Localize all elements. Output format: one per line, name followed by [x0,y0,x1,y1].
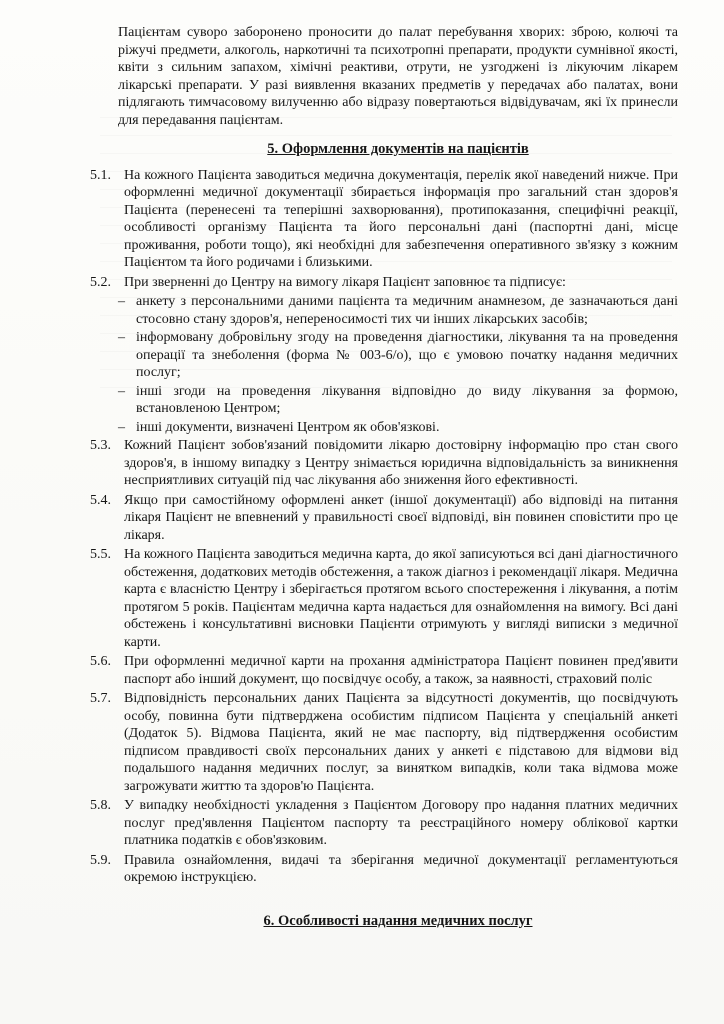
item-text: Якщо при самостійному оформлені анкет (іншої документації) або відповіді на питання лікаря Пацієнт не впевнений у правильності своєї відповіді, він повинен сповістити про це лікаря. [124,492,678,543]
section-5-title: 5. Оформлення документів на пацієнтів [267,141,529,157]
item-5-6 [90,653,678,688]
dash-bullet: – [118,294,125,309]
document-body [90,24,678,938]
item-number: 5.4. [90,492,111,508]
item-5-9 [90,852,678,887]
intro-paragraph: Пацієнтам суворо заборонено проносити до палат перебування хворих: зброю, колючі та ріжучі предмети, алкоголь, наркотичні та психотропні препарати, продукти сумнівної якості, квіти з сильним запахом, хімічні реактиви, отрути, не узгоджені із лікуючим лікарем лікарські препарати. У разі виявлення вказаних предметів у передачах або палатах, вони підлягають тимчасовому вилученню або відразу повертаються відвідувачам, які їх принесли для передавання пацієнтам. [118,25,678,128]
item-number: 5.1. [90,167,111,183]
item-5-3 [90,437,678,490]
item-5-2 [90,274,678,292]
list-item [114,329,678,382]
list-item-text: інші згоди на проведення лікування відповідно до виду лікування за формою, встановленою Центром; [136,383,678,416]
list-item [114,383,678,418]
list-item-text: анкету з персональними даними пацієнта та медичним анамнезом, де зазначаються дані стосовно стану здоров'я, непереносимості тих чи інших лікарських засобів; [136,294,678,327]
item-text: Правила ознайомлення, видачі та зберігання медичної документації регламентуються окремою інструкцією. [124,852,678,885]
dash-bullet: – [118,330,125,345]
item-5-1 [90,167,678,272]
list-item [114,293,678,328]
item-text: У випадку необхідності укладення з Пацієнтом Договору про надання платних медичних послуг пред'явлення Пацієнтом паспорту та реєстраційного номеру облікової картки платника податків є обов'язковим. [124,798,678,848]
item-number: 5.9. [90,852,111,868]
item-number: 5.3. [90,438,111,453]
item-number: 5.5. [90,547,111,562]
list-item-text: інформовану добровільну згоду на проведення діагностики, лікування та на проведення операції та знеболення (форма № 003-6/о), що є умовою початку надання медичних послуг; [136,330,678,380]
item-text: На кожного Пацієнта заводиться медична карта, до якої записуються всі дані діагностичного обстеження, додаткових методів обстеження, а також діагноз і рекомендації лікаря. Медична карта є власністю Центру і зберігається протягом всього спостереження і лікування, а потім протягом 5 років. Пацієнтам медична карта надається для ознайомлення на вимогу. Всі дані обстежень і консультативні висновки Пацієнти отримують у вигляді виписки з медичної карти. [124,547,678,650]
item-number: 5.2. [90,274,111,290]
item-text: Кожний Пацієнт зобов'язаний повідомити лікарю достовірну інформацію про стан свого здоров'я, в іншому випадку з Центру знімається юридична відповідальність за виникнення несприятливих ситуацій під час лікування або зниження його ефективності. [124,438,678,488]
item-5-8 [90,797,678,850]
dash-bullet: – [118,383,125,399]
item-text: При зверненні до Центру на вимогу лікаря Пацієнт заповнює та підписує: [124,274,566,290]
section-6-title: 6. Особливості надання медичних послуг [263,912,533,929]
item-number: 5.6. [90,654,111,669]
item-number: 5.7. [90,691,111,706]
dash-bullet: – [118,419,125,435]
list-item-text: інші документи, визначені Центром як обов'язкові. [136,419,440,435]
item-number: 5.8. [90,798,111,813]
item-text: На кожного Пацієнта заводиться медична документація, перелік якої наведений нижче. При оформленні медичної документації збирається інформація про загальний стан здоров'я Пацієнта (перенесені та теперішні захворювання), протипоказання, специфічні реакції, особливості організму Пацієнта та його персональні дані (паспортні дані, місце проживання, роботи тощо), які необхідні для забезпечення оперативного зв'язку з кожним Пацієнтом та його родичами і близькими. [124,167,678,270]
item-5-4 [90,492,678,545]
item-text: При оформленні медичної карти на прохання адміністратора Пацієнт повинен пред'явити паспорт або інший документ, що посвідчує особу, а також, за наявності, страховий поліс [124,654,678,687]
item-text: Відповідність персональних даних Пацієнта за відсутності документів, що посвідчують особу, повинна бути підтверджена особистим підписом Пацієнта у спеціальній анкеті (Додаток 5). Відмова Пацієнта, який не має паспорту, від підтвердження особистим підписом правдивості своїх персональних даних у анкеті є підставою для відмови від подальшого надання медичних послуг, за винятком випадків, коли така відмова може загрожувати життю та здоров'ю Пацієнта. [124,691,678,794]
list-item [114,419,678,437]
item-5-5 [90,546,678,651]
item-5-7 [90,690,678,795]
